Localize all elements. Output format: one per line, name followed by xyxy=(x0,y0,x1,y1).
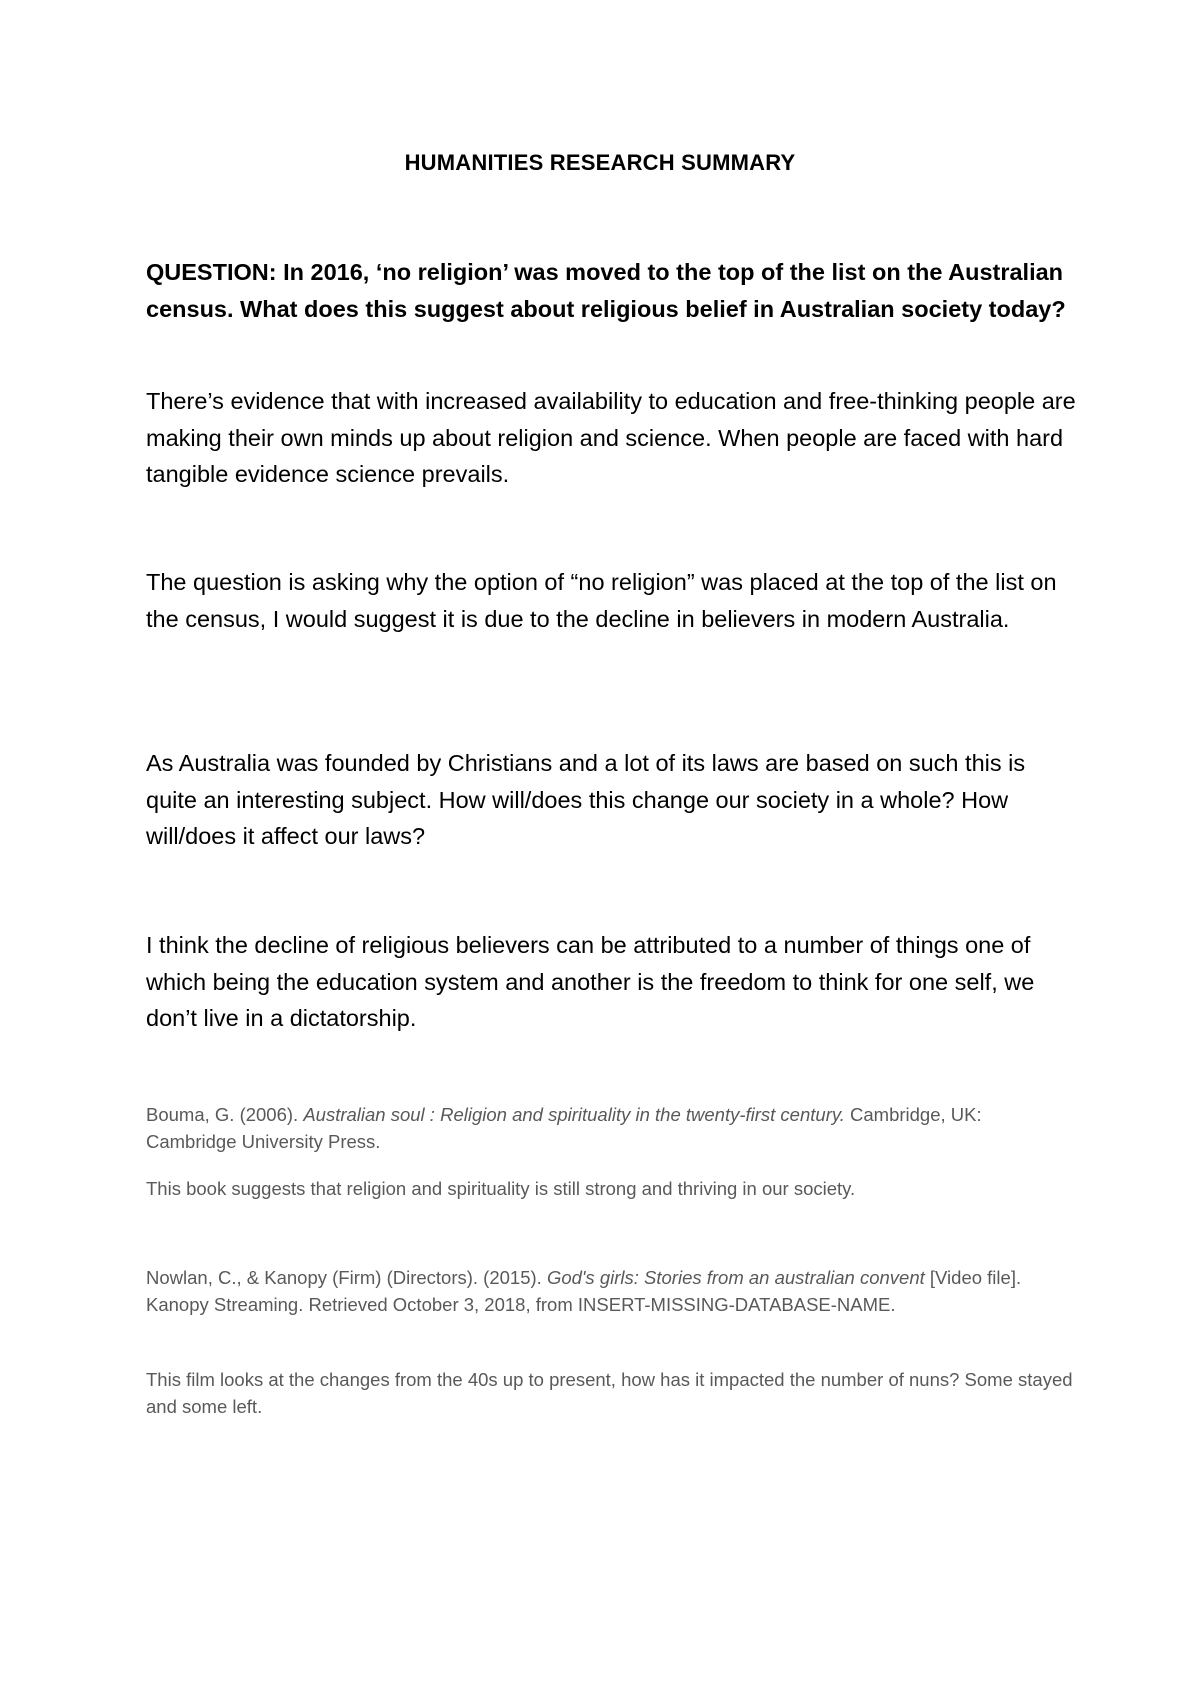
reference-1-title: Australian soul : Religion and spirituality in the twenty-first century. xyxy=(303,1104,845,1125)
reference-1-citation xyxy=(146,1101,1076,1155)
reference-1-publisher: Cambridge, UK: Cambridge University Press. xyxy=(146,1104,982,1152)
reference-2-source: [Video file]. Kanopy Streaming. Retrieved October 3, 2018, from INSERT-MISSING-DATABASE-NAME. xyxy=(146,1267,1022,1315)
reference-2-citation xyxy=(146,1264,1076,1318)
paragraph-4: I think the decline of religious believers can be attributed to a number of things one of which being the education system and another is the freedom to think for one self, we don’t live in a dictatorship. xyxy=(146,932,1035,1031)
reference-2-note: This film looks at the changes from the 40s up to present, how has it impacted the number of nuns? Some stayed and some left. xyxy=(146,1369,1073,1417)
reference-1-note: This book suggests that religion and spirituality is still strong and thriving in our society. xyxy=(146,1178,856,1199)
reference-2-authors: Nowlan, C., & Kanopy (Firm) (Directors). (2015). xyxy=(146,1267,547,1288)
paragraph-3: As Australia was founded by Christians and a lot of its laws are based on such this is quite an interesting subject. How will/does this change our society in a whole? How will/does it affect our laws? xyxy=(146,750,1026,849)
reference-1-authors: Bouma, G. (2006). xyxy=(146,1104,304,1125)
paragraph-1: There’s evidence that with increased availability to education and free-thinking people are making their own minds up about religion and science. When people are faced with hard tangible evidence science prevails. xyxy=(146,388,1076,487)
paragraph-2: The question is asking why the option of “no religion” was placed at the top of the list on the census, I would suggest it is due to the decline in believers in modern Australia. xyxy=(146,569,1057,632)
document-title: HUMANITIES RESEARCH SUMMARY xyxy=(404,150,796,175)
reference-2-title: God's girls: Stories from an australian convent xyxy=(546,1267,925,1288)
research-question: QUESTION: In 2016, ‘no religion’ was moved to the top of the list on the Australian census. What does this suggest about religious belief in Australian society today? xyxy=(146,259,1066,322)
